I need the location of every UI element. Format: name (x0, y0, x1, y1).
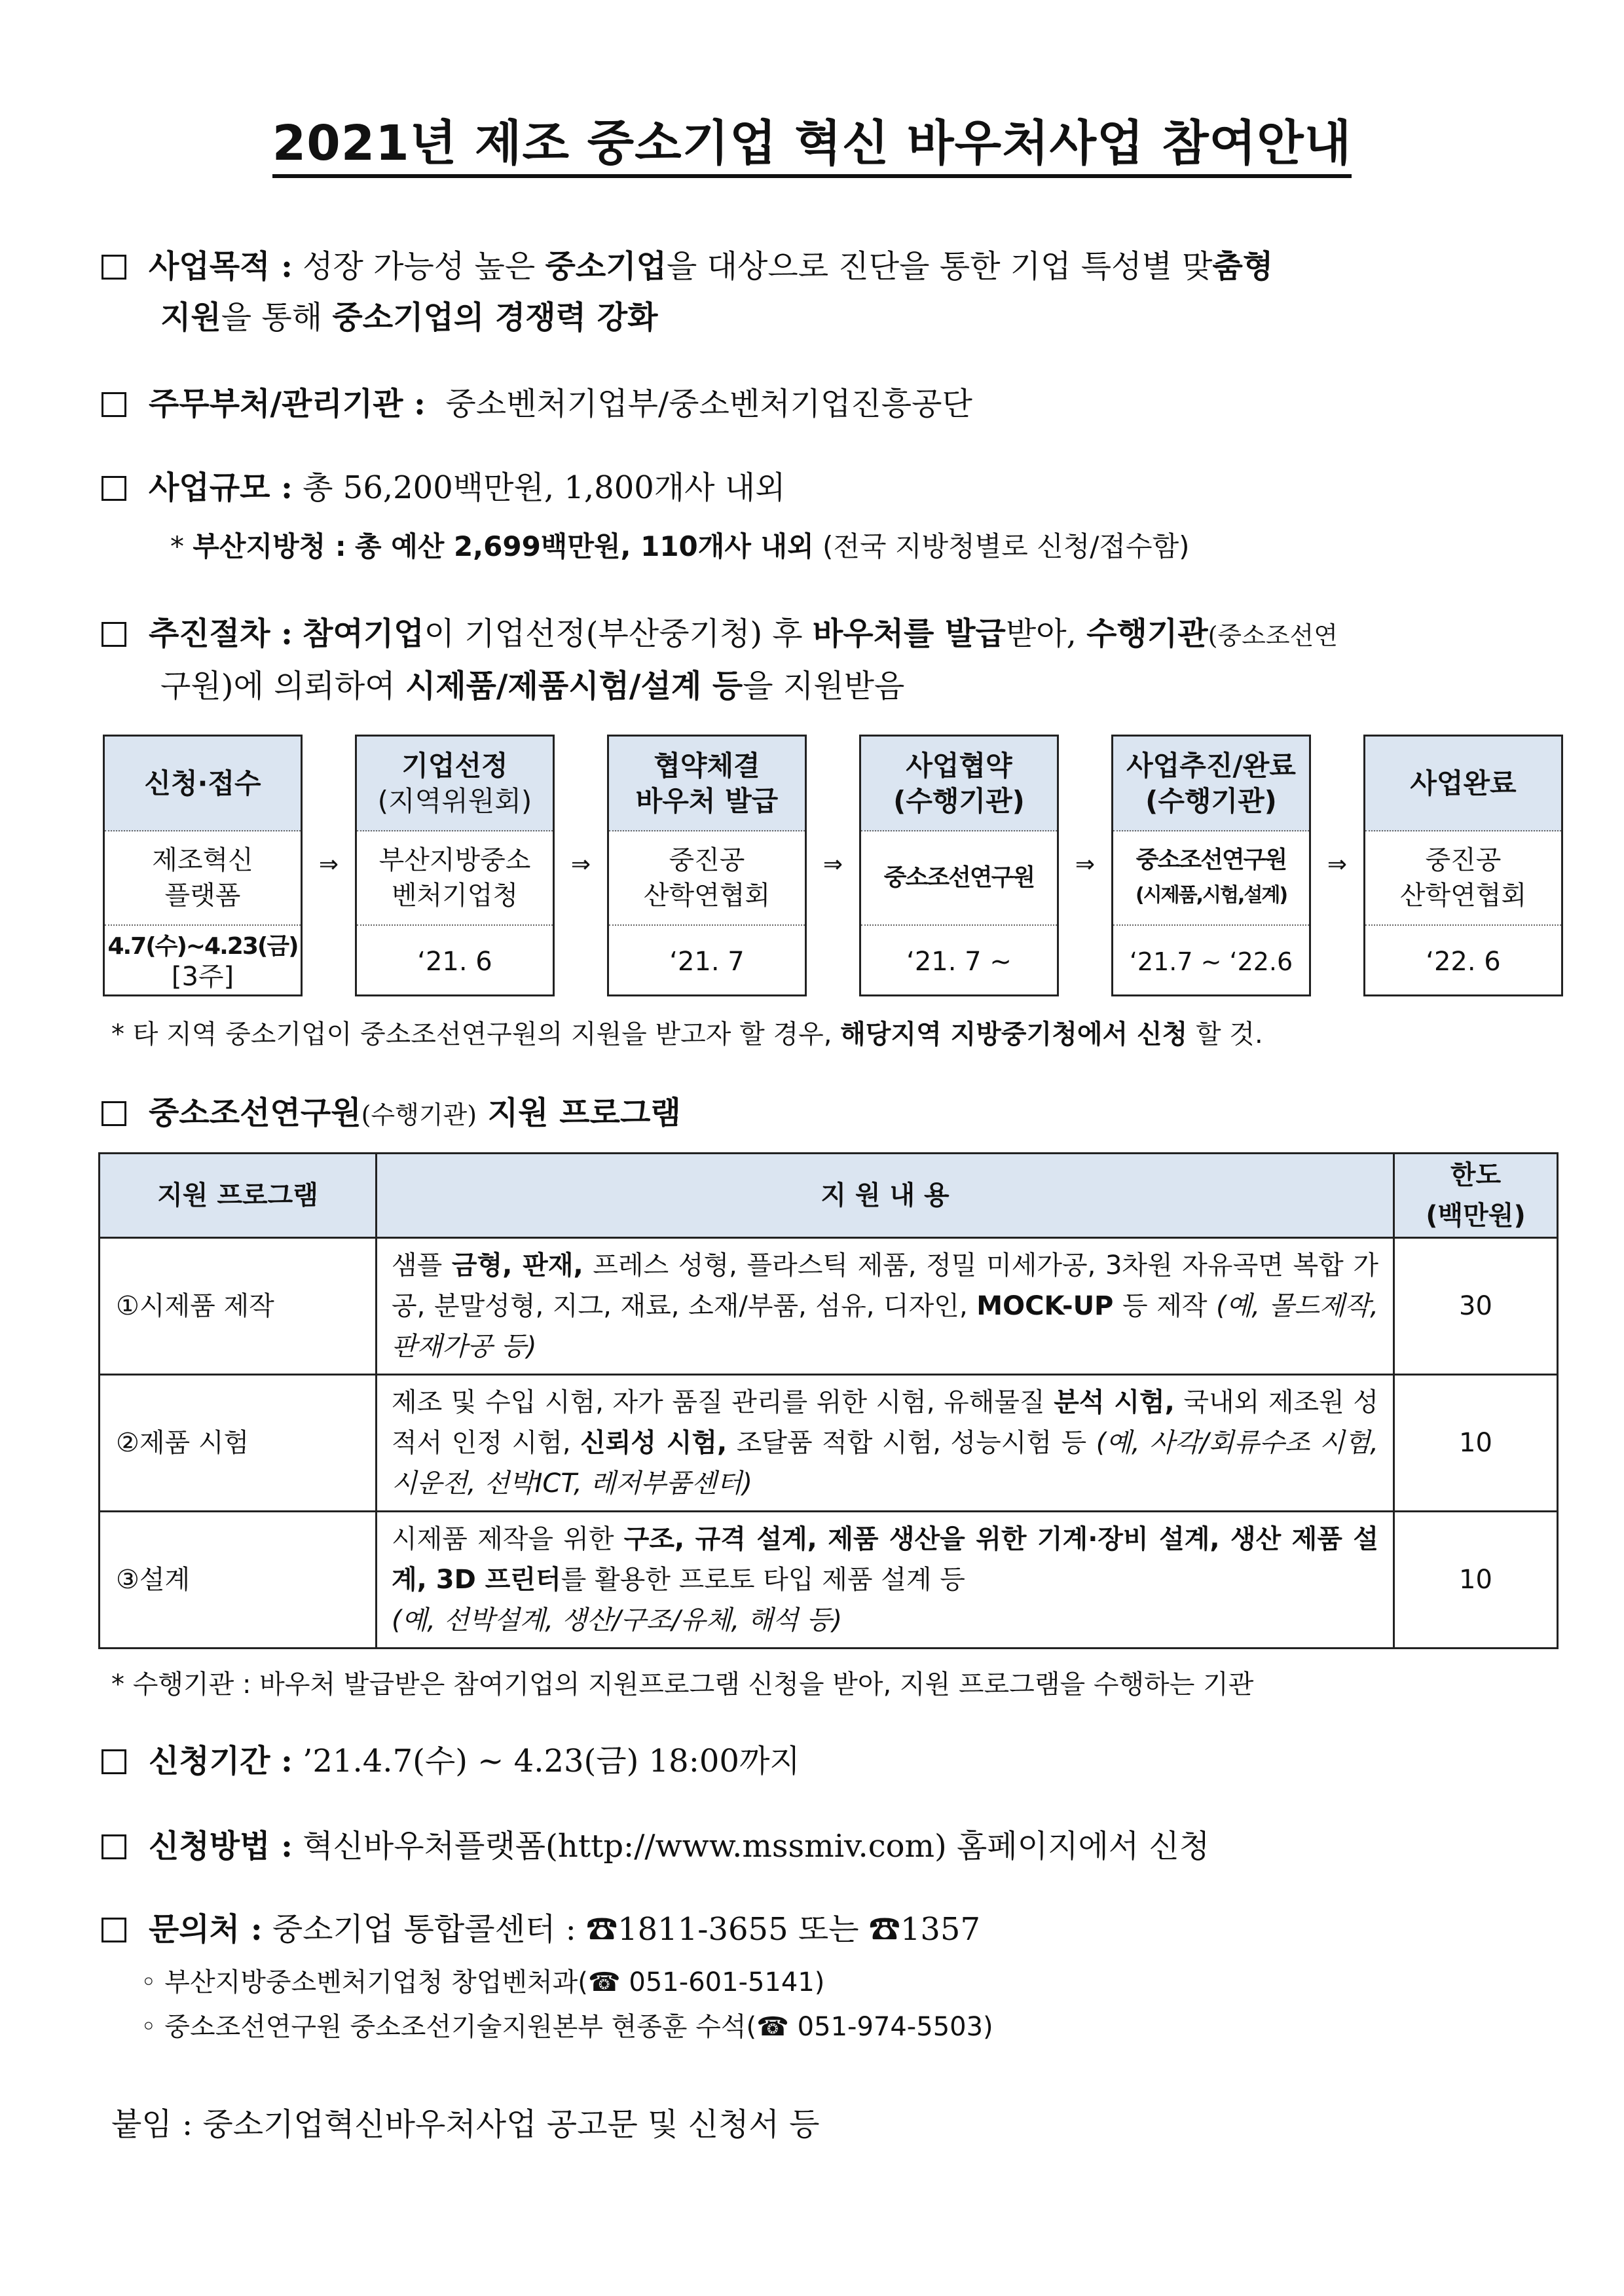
flow-arrow-icon: ⇒ (1075, 851, 1096, 878)
checkbox-icon (101, 392, 126, 417)
table-header-row (100, 1154, 1558, 1238)
other-region-note: * 타 지역 중소기업이 중소조선연구원의 지원을 받고자 할 경우, 해당지역 지방중기청에서 신청 할 것. (111, 1019, 1263, 1049)
column-header: 지 원 내 용 (377, 1154, 1394, 1238)
flow-step-execution: 사업추진/완료 (수행기관) 중소조선연구원 (시제품,시험,설계) ‘21.7 ~ ‘22.6 (1111, 735, 1311, 996)
program-heading: 중소조선연구원(수행기관) 지원 프로그램 (101, 1090, 1568, 1138)
procedure-continued: 구원)에 의뢰하여 시제품/제품시험/설계 등을 지원받음 (160, 668, 905, 704)
purpose-section: 사업목적 : 성장 가능성 높은 중소기업을 대상으로 진단을 통한 기업 특성별 맞춤형 (101, 244, 1568, 289)
table-row: ②제품 시험 제조 및 수입 시험, 자가 품질 관리를 위한 시험, 유해물질 분석 시험, 국내외 제조원 성적서 인정 시험, 신뢰성 시험, 조달품 적합 시험, 성능시험 등 (예, 사각/회류수조 시험, 시운전, 선박ICT, 레저부품센터) 10 (100, 1375, 1558, 1512)
flow-arrow-icon: ⇒ (318, 851, 339, 878)
checkbox-icon (101, 476, 126, 501)
checkbox-icon (101, 1918, 126, 1942)
flow-step-contract: 사업협약 (수행기관) 중소조선연구원 ‘21. 7 ~ (859, 735, 1059, 996)
checkbox-icon (101, 1749, 126, 1774)
column-header: 지원 프로그램 (100, 1154, 377, 1238)
scale-section: 사업규모 : 총 56,200백만원, 1,800개사 내외 (101, 465, 1568, 511)
checkbox-icon (101, 1101, 126, 1126)
flow-arrow-icon: ⇒ (822, 851, 843, 878)
checkbox-icon (101, 622, 126, 647)
purpose-continued: 지원을 통해 중소기업의 경쟁력 강화 (160, 299, 658, 336)
column-header: 한도 (백만원) (1394, 1154, 1558, 1238)
checkbox-icon (101, 255, 126, 280)
method-section: 신청방법 : 혁신바우처플랫폼(http://www.mssmiv.com) 홈페이지에서 신청 (101, 1823, 1568, 1869)
table-row: ①시제품 제작 샘플 금형, 판재, 프레스 성형, 플라스틱 제품, 정밀 미세가공, 3차원 자유곡면 복합 가공, 분말성형, 지그, 재료, 소재/부품, 섬유, 디자인, MOCK-UP 등 제작 (예, 몰드제작, 판재가공 등) 30 (100, 1238, 1558, 1375)
flow-arrow-icon: ⇒ (570, 851, 591, 878)
busan-budget-line: * 부산지방청 : 총 예산 2,699백만원, 110개사 내외 (전국 지방청별로 신청/접수함) (170, 530, 1190, 562)
flow-step-selection: 기업선정 (지역위원회) 부산지방중소 벤처기업청 ‘21. 6 (355, 735, 555, 996)
agency-note: * 수행기관 : 바우처 발급받은 참여기업의 지원프로그램 신청을 받아, 지원 프로그램을 수행하는 기관 (111, 1669, 1254, 1700)
table-row: ③설계 시제품 제작을 위한 구조, 규격 설계, 제품 생산을 위한 기계·장비 설계, 생산 제품 설계, 3D 프린터를 활용한 프로토 타입 제품 설계 등 (예, 선박설계, 생산/구조/유체, 해석 등) 10 (100, 1512, 1558, 1649)
program-table (98, 1152, 1559, 1649)
flow-step-apply: 신청·접수 제조혁신 플랫폼 4.7(수)~4.23(금) [3주] (103, 735, 303, 996)
period-section: 신청기간 : ’21.4.7(수) ~ 4.23(금) 18:00까지 (101, 1738, 1568, 1784)
contact-item: ◦ 부산지방중소벤처기업청 창업벤처과(☎ 051-601-5141) (141, 1967, 825, 1997)
flow-arrow-icon: ⇒ (1327, 851, 1348, 878)
contact-item: ◦ 중소조선연구원 중소조선기술지원본부 현종훈 수석(☎ 051-974-5503) (141, 2012, 993, 2042)
flow-step-agreement: 협약체결 바우처 발급 중진공 산학연협회 ‘21. 7 (607, 735, 807, 996)
page-title: 2021년 제조 중소기업 혁신 바우처사업 참여안내 (0, 105, 1624, 174)
attachment-note: 붙임 : 중소기업혁신바우처사업 공고문 및 신청서 등 (111, 2106, 820, 2143)
procedure-section: 추진절차 : 참여기업이 기업선정(부산중기청) 후 바우처를 발급받아, 수행기관(중소조선연 (101, 611, 1568, 659)
flow-step-complete: 사업완료 중진공 산학연협회 ‘22. 6 (1363, 735, 1563, 996)
ministry-section: 주무부처/관리기관 : 중소벤처기업부/중소벤처기업진흥공단 (101, 381, 1568, 427)
checkbox-icon (101, 1834, 126, 1859)
contact-section: 문의처 : 중소기업 통합콜센터 : ☎1811-3655 또는 ☎1357 (101, 1906, 1568, 1952)
